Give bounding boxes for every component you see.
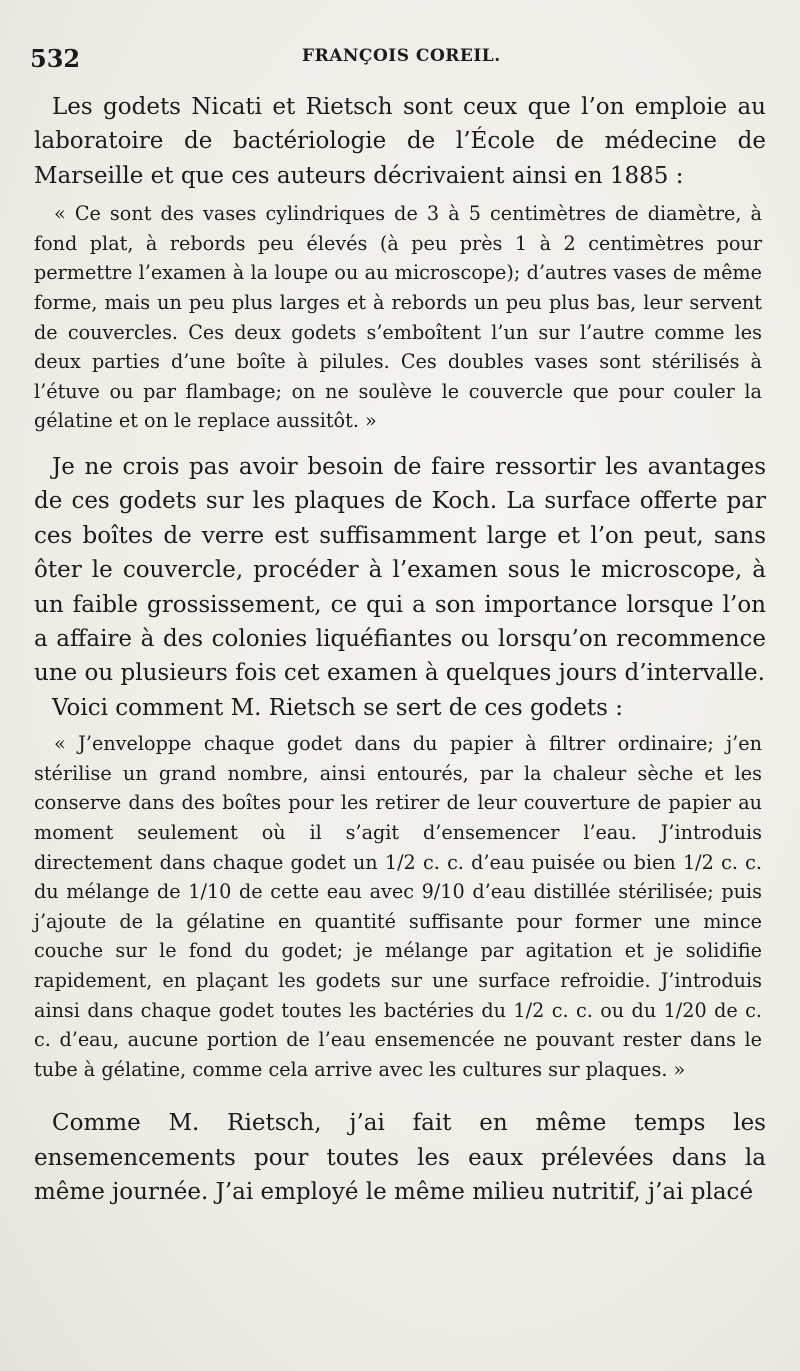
paragraph-intro: Les godets Nicati et Rietsch sont ceux que l’on emploie au laboratoire de bactériologie de l’École de médecine de Marseille et que ces auteurs décrivaient ainsi en 1885 : bbox=[34, 94, 766, 189]
paragraph-advantages: Je ne crois pas avoir besoin de faire ressortir les avantages de ces godets sur les plaques de Koch. La surface offerte par ces boîtes de verre est suffisamment large et l’on peut, sans ôter le couvercle, procéder à l’examen sous le microscope, à un faible grossissement, ce qui a son importance lorsque l’on a affaire à des colonies liquéfiantes ou lorsqu’on recommence une ou plusieurs fois cet examen à quelques jours d’intervalle. bbox=[34, 453, 766, 687]
paragraph-conclusion: Comme M. Rietsch, j’ai fait en même temps les ensemencements pour toutes les eaux prélevées dans la même journée. J’ai employé le même milieu nutritif, j’ai placé bbox=[34, 1110, 766, 1206]
paragraph-method-intro: Voici comment M. Rietsch se sert de ces godets : bbox=[52, 694, 624, 721]
running-title: FRANÇOIS COREIL. bbox=[302, 46, 501, 66]
page-number: 532 bbox=[30, 44, 81, 73]
page-header bbox=[30, 38, 766, 78]
quotation-nicati-rietsch: « Ce sont des vases cylindriques de 3 à 5 centimètres de diamètre, à fond plat, à rebords peu élevés (à peu près 1 à 2 centimètres pour permettre l’examen à la loupe ou au microscope); d’autres vases de même forme, mais un peu plus larges et à rebords un peu plus bas, leur servent de couvercles. Ces deux godets s’emboîtent l’un sur l’autre comme les deux parties d’une boîte à pilules. Ces doubles vases sont stérilisés à l’étuve ou par flambage; on ne soulève le couvercle que pour couler la gélatine et on le replace aussitôt. » bbox=[34, 202, 762, 433]
quotation-rietsch-method: « J’enveloppe chaque godet dans du papier à filtrer ordinaire; j’en stérilise un grand nombre, ainsi entourés, par la chaleur sèche et les conserve dans des boîtes pour les retirer de leur couverture de papier au moment seulement où il s’agit d’ensemencer l’eau. J’introduis directement dans chaque godet un 1/2 c. c. d’eau puisée ou bien 1/2 c. c. du mélange de 1/10 de cette eau avec 9/10 d’eau distillée stérilisée; puis j’ajoute de la gélatine en quantité suffisante pour former une mince couche sur le fond du godet; je mélange par agitation et je solidifie rapidement, en plaçant les godets sur une surface refroidie. J’introduis ainsi dans chaque godet toutes les bactéries du 1/2 c. c. ou du 1/20 de c. c. d’eau, aucune portion de l’eau ensemencée ne pouvant rester dans le tube à gélatine, comme cela arrive avec les cultures sur plaques. » bbox=[34, 732, 762, 1081]
